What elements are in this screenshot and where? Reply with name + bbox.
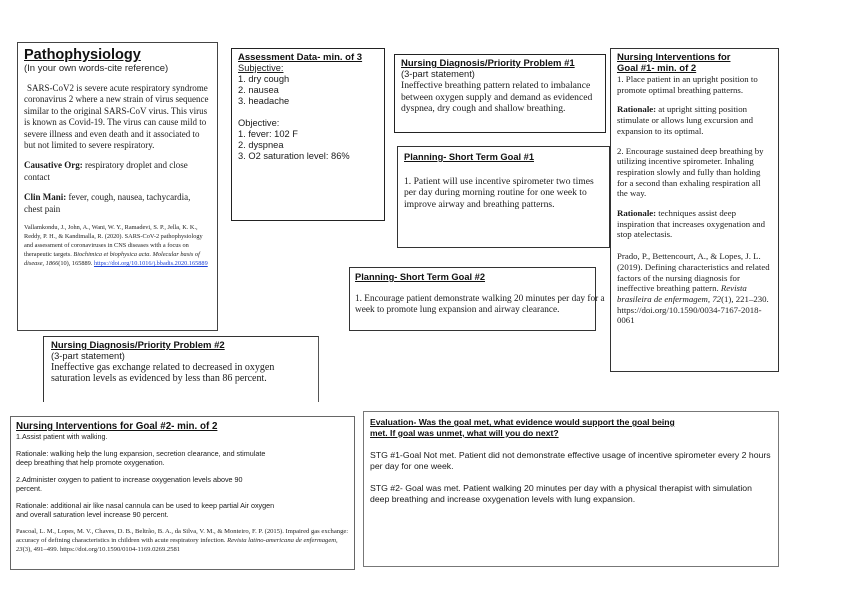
evaluation-title-line1: Evaluation- Was the goal met, what evidence would support the goal being (370, 417, 675, 427)
reference-doi-link[interactable]: https://doi.org/10.1016/j.bbadis.2020.165889 (93, 260, 208, 268)
rationale-label: Rationale: (617, 208, 657, 219)
reference-text: Prado, P., Bettencourt, A., & Lopes, J. L. (2019). Defining characteristics and related factors of the nursing diagnosis for ineffective breathing pattern. (617, 251, 770, 294)
subjective-label: Subjective: (238, 63, 284, 73)
evaluation-title-line2: met. If goal was unmet, what will you do next? (370, 427, 559, 438)
planning2-title: Planning- Short Term Goal #2 (355, 272, 486, 282)
causative-org-label: Causative Org: (24, 160, 83, 171)
reference-text: Vallamkondu, J., John, A., Wani, W. Y., Ramadevi, S. P., Jella, K. K., Reddy, P. H., & Kandimalla, R. (2020). SARS-CoV-2 pathophysiology and assessment of coronaviruses in CNS diseases with a focus on therapeutic targets. (24, 224, 203, 259)
evaluation-stg2: STG #2- Goal was met. Patient walking 20 minutes per day with a physical therapist with simulation deep breathing and increase oxygenation levels with lung expansion. (370, 483, 752, 504)
pathophysiology-subtitle: (In your own words-cite reference) (24, 63, 169, 74)
pathophysiology-description: SARS-CoV2 is severe acute respiratory syndrome coronavirus 2 where a new strain of virus sequence similar to the original SARS-CoV virus. This virus is known as Covid-19. The virus can cause mild to severe illness and even death and it associated to but not limited to severe respiratory. (24, 83, 209, 151)
pathophysiology-title: Pathophysiology (24, 47, 141, 63)
subjective-item: 1. dry cough (238, 74, 290, 84)
objective-item: 3. O2 saturation level: 86% (238, 151, 350, 161)
objective-item: 2. dyspnea (238, 140, 284, 150)
reference-journal: Revista latino-americana de enfermagem, 23 (16, 536, 338, 554)
subjective-item: 2. nausea (238, 85, 279, 95)
clin-mani-label: Clin Mani: (24, 192, 67, 203)
diagnosis2-text: Ineffective gas exchange related to decreased in oxygen saturation levels as evidenced by less than 86 percent. (51, 361, 275, 385)
interventions2-item1: 1.Assist patient with walking. (16, 432, 108, 441)
interventions2-rationale1: Rationale: walking help the lung expansion, secretion clearance, and stimulate deep breathing that help promote oxygenation. (16, 448, 266, 467)
evaluation-stg1: STG #1-Goal Not met. Patient did not demonstrate effective usage of incentive spirometer every 2 hours per day for one week. (370, 450, 771, 471)
interventions1-title-line1: Nursing Interventions for (617, 52, 731, 63)
planning2-box (349, 267, 605, 331)
rationale-text: techniques assist deep inspiration that increases oxygenation and stop atelectasis. (617, 208, 766, 240)
objective-item: 1. fever: 102 F (238, 129, 298, 139)
assessment-box (231, 48, 385, 221)
reference-tail: (1), 221–230. https://doi.org/10.1590/0034-7167-2018-0061 (617, 293, 769, 326)
interventions1-item1: 1. Place patient in an upright position to promote optimal breathing patterns. (617, 74, 758, 95)
diagnosis2-box (43, 336, 319, 402)
diagnosis1-box (394, 54, 606, 133)
clinical-manifestations (24, 192, 211, 215)
interventions2-rationale2: Rationale: additional air like nasal cannula can be used to keep partial Air oxygen and overall saturation level increase 90 percent. (16, 500, 275, 519)
interventions2-box (10, 416, 355, 570)
reference-tail: (3), 491–499. https://doi.org/10.1590/0104-1169.0269.2581 (22, 546, 181, 554)
reference-journal: Revista brasileira de enfermagem, 72 (617, 283, 747, 304)
planning1-box (397, 146, 610, 248)
interventions1-rationale2 (617, 208, 772, 240)
diagnosis1-subtitle: (3-part statement) (401, 69, 475, 79)
pathophysiology-box (17, 42, 218, 331)
interventions1-reference (617, 251, 772, 326)
assessment-title: Assessment Data- min. of 3 (238, 52, 363, 63)
interventions2-item2: 2.Administer oxygen to patient to increase oxygenation levels above 90 percent. (16, 474, 243, 493)
planning2-text: 1. Encourage patient demonstrate walking 20 minutes per day for a week to promote lung expansion and airway clearance. (355, 294, 605, 316)
subjective-item: 3. headache (238, 96, 290, 106)
pathophysiology-reference (24, 223, 211, 268)
diagnosis1-text: Ineffective breathing pattern related to imbalance between oxygen supply and demand as evidenced dyspnea, dry cough and shallow breathing. (401, 80, 593, 115)
evaluation-box (363, 411, 779, 567)
causative-org (24, 160, 211, 183)
planning1-title: Planning- Short Term Goal #1 (404, 152, 535, 162)
reference-tail: (10), 165889. (58, 260, 93, 268)
planning1-text: 1. Patient will use incentive spirometer two times per day during morning routine for one week to improve airway and breathing patterns. (404, 176, 594, 210)
reference-text: Pascoal, L. M., Lopes, M. V., Chaves, D. B., Beltrão, B. A., da Silva, V. M., & Monteiro, F. P. (2015). Impaired gas exchange: accuracy of defining characteristics in children with acute respiratory infection. (16, 527, 349, 544)
causative-org-value: respiratory droplet and close contact (24, 160, 188, 182)
clin-mani-value: fever, cough, nausea, tachycardia, chest pain (24, 192, 191, 214)
rationale-text: at upright sitting position stimulate or allows lung excursion and expansion to its optimal. (617, 104, 754, 136)
interventions1-box (610, 48, 779, 372)
diagnosis2-title: Nursing Diagnosis/Priority Problem #2 (51, 340, 225, 351)
interventions1-item2: 2. Encourage sustained deep breathing by utilizing incentive spirometer. Inhaling respiration slowly and fully than holding for a second than exhaling respiration all the way. (617, 145, 764, 199)
objective-label: Objective: (238, 118, 280, 128)
diagnosis1-title: Nursing Diagnosis/Priority Problem #1 (401, 58, 575, 69)
reference-journal: Biochimica et biophysica acta. Molecular basis of disease, 1866 (24, 251, 200, 268)
interventions1-rationale1 (617, 104, 772, 136)
interventions2-title: Nursing Interventions for Goal #2- min. of 2 (16, 421, 218, 432)
interventions2-reference (16, 527, 349, 555)
interventions1-title-line2: Goal #1- min. of 2 (617, 62, 697, 74)
diagnosis2-subtitle: (3-part statement) (51, 351, 125, 361)
rationale-label: Rationale: (617, 104, 657, 115)
